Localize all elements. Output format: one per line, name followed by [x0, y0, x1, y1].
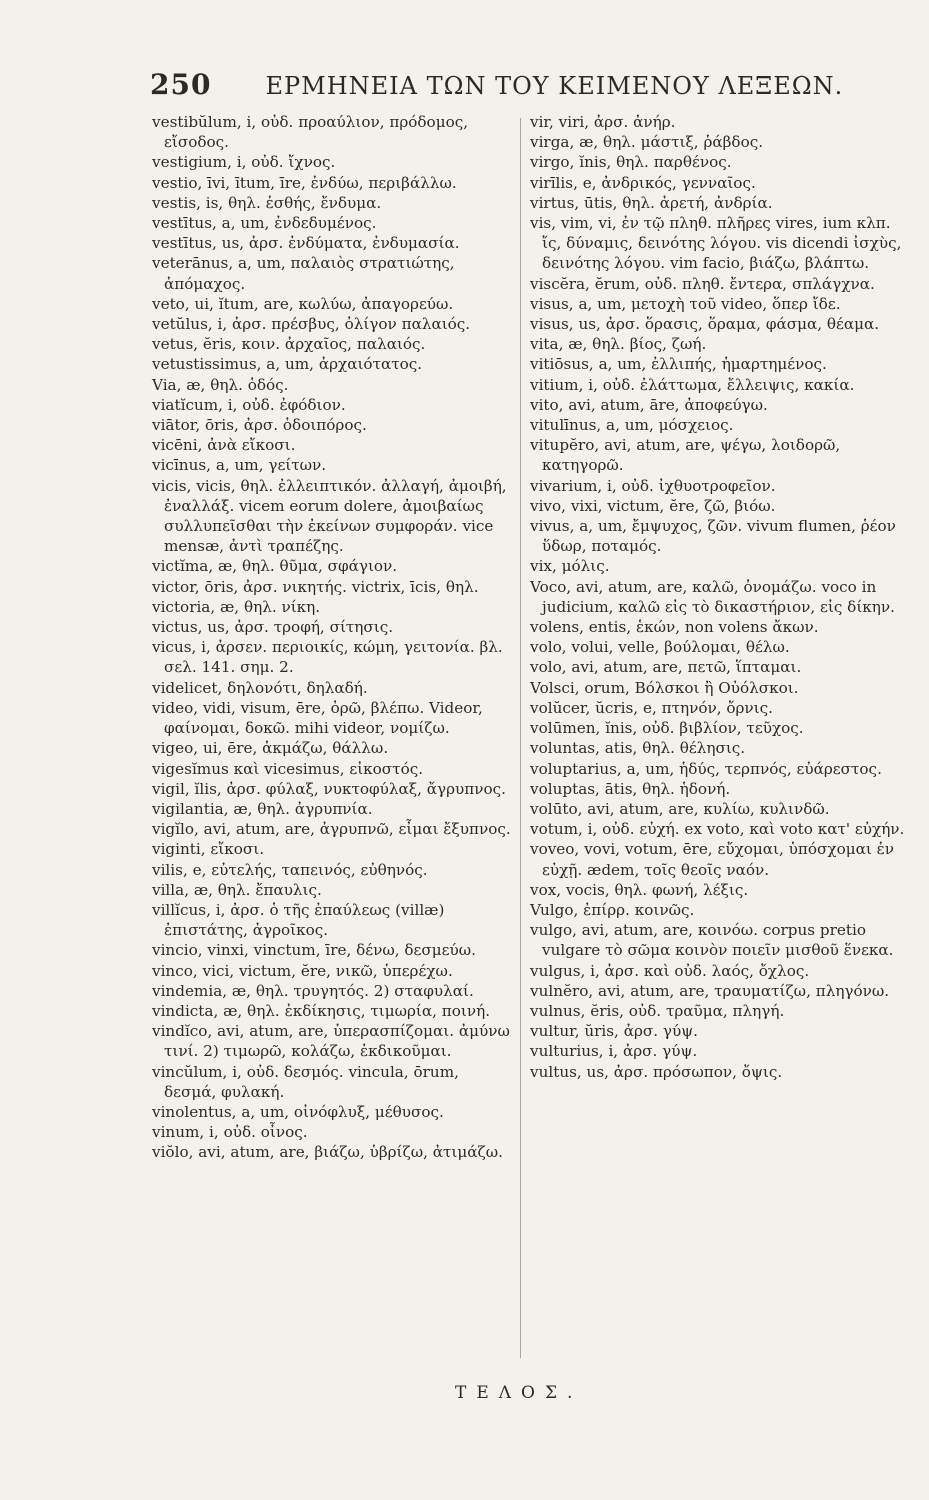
dictionary-entry: vulturius, i, ἀρσ. γύψ.	[530, 1042, 698, 1061]
dictionary-entry: vestio, īvi, ītum, īre, ἐνδύω, περιβάλλω.	[152, 173, 457, 192]
dictionary-entry: vigeo, ui, ēre, ἀκμάζω, θάλλω.	[152, 739, 389, 758]
dictionary-entry: vindicta, æ, θηλ. ἐκδίκησις, τιμωρία, ποινή.	[152, 1001, 491, 1020]
dictionary-entry: voveo, vovi, votum, ēre, εὔχομαι, ὑπόσχομαι ἐν εὐχῇ. ædem, τοῖς θεοῖς ναόν.	[530, 840, 895, 879]
dictionary-entry: virgo, ĭnis, θηλ. παρθένος.	[530, 153, 732, 172]
dictionary-entry: veterānus, a, um, παλαιὸς στρατιώτης, ἀπόμαχος.	[152, 254, 455, 293]
dictionary-entry: vito, avi, atum, āre, ἀποφεύγω.	[530, 395, 768, 414]
dictionary-entry: vitiōsus, a, um, ἐλλιπής, ἡμαρτημένος.	[530, 355, 827, 374]
dictionary-entry: vivo, vixi, victum, ĕre, ζῶ, βιόω.	[530, 496, 776, 515]
dictionary-entry: voluptas, ātis, θηλ. ἡδονή.	[530, 779, 731, 798]
dictionary-entry: virīlis, e, ἀνδρικός, γενναῖος.	[530, 173, 756, 192]
dictionary-entry: vincio, vinxi, vinctum, īre, δένω, δεσμεύω.	[152, 941, 476, 960]
dictionary-entry: vox, vocis, θηλ. φωνή, λέξις.	[530, 880, 749, 899]
dictionary-entry: virga, æ, θηλ. μάστιξ, ῥάβδος.	[530, 133, 764, 152]
dictionary-entry: vinolentus, a, um, οἰνόφλυξ, μέθυσος.	[152, 1102, 444, 1121]
dictionary-entry: Via, æ, θηλ. ὁδός.	[152, 375, 289, 394]
dictionary-entry: vetustissimus, a, um, ἀρχαιότατος.	[152, 355, 423, 374]
dictionary-entry: vetŭlus, i, ἀρσ. πρέσβυς, ὀλίγον παλαιός.	[152, 315, 471, 334]
dictionary-entry: visus, us, ἀρσ. ὅρασις, ὅραμα, φάσμα, θέαμα.	[530, 315, 880, 334]
dictionary-entry: vigĭlo, avi, atum, are, ἀγρυπνῶ, εἶμαι ἔξυπνος.	[152, 820, 511, 839]
dictionary-entry: vitupĕro, avi, atum, are, ψέγω, λοιδορῶ, κατηγορῶ.	[530, 436, 841, 475]
dictionary-entry: vulgo, avi, atum, are, κοινόω. corpus pretio vulgare τὸ σῶμα κοινὸν ποιεῖν μισθοῦ ἕνεκα.	[530, 921, 894, 960]
dictionary-entry: vestibŭlum, i, οὐδ. προαύλιον, πρόδομος, εἴσοδος.	[152, 113, 469, 152]
dictionary-entry: video, vidi, visum, ēre, ὁρῶ, βλέπω. Videor, φαίνομαι, δοκῶ. mihi videor, νομίζω.	[152, 698, 483, 738]
dictionary-entry: virtus, ūtis, θηλ. ἀρετή, ἀνδρία.	[530, 193, 773, 212]
left-column	[152, 112, 514, 1163]
dictionary-entry: volŭcer, ŭcris, e, πτηνόν, ὄρνις.	[530, 698, 773, 717]
dictionary-entry: vilis, e, εὐτελής, ταπεινός, εὐθηνός.	[152, 860, 428, 879]
dictionary-entry: viatĭcum, i, οὐδ. ἐφόδιον.	[152, 395, 346, 414]
dictionary-entry: viginti, εἴκοσι.	[152, 840, 265, 859]
dictionary-entry: veto, ui, ĭtum, are, κωλύω, ἀπαγορεύω.	[152, 294, 454, 313]
dictionary-entry: volo, avi, atum, are, πετῶ, ἵπταμαι.	[530, 658, 802, 677]
dictionary-entry: volūmen, ĭnis, οὐδ. βιβλίον, τεῦχος.	[530, 719, 804, 738]
dictionary-entry: victor, ōris, ἀρσ. νικητής. victrix, īcis, θηλ.	[152, 577, 479, 596]
dictionary-entry: visus, a, um, μετοχὴ τοῦ video, ὅπερ ἴδε.	[530, 294, 841, 313]
dictionary-entry: victoria, æ, θηλ. νίκη.	[152, 597, 321, 616]
dictionary-entry: vestītus, us, ἀρσ. ἐνδύματα, ἐνδυμασία.	[152, 234, 460, 253]
dictionary-entry: Vulgo, ἐπίρρ. κοινῶς.	[530, 900, 695, 919]
dictionary-entry: vinco, vici, victum, ĕre, νικῶ, ὑπερέχω.	[152, 961, 453, 980]
dictionary-entry: vis, vim, vi, ἐν τῷ πληθ. πλῆρες vires, ium κλπ. ἴς, δύναμις, δεινότης λόγου. vis dicendi ἰσχὺς, δεινότης λόγου. vim facio, βιάζω, βλάπτω.	[530, 214, 902, 273]
dictionary-entry: vulnus, ĕris, οὐδ. τραῦμα, πληγή.	[530, 1001, 785, 1020]
dictionary-entry: volūto, avi, atum, are, κυλίω, κυλινδῶ.	[530, 799, 830, 818]
dictionary-entry: vigil, ĭlis, ἀρσ. φύλαξ, νυκτοφύλαξ, ἄγρυπνος.	[152, 779, 506, 798]
dictionary-entry: voluptarius, a, um, ἡδύς, τερπνός, εὐάρεστος.	[530, 759, 882, 778]
dictionary-entry: vir, viri, ἀρσ. ἀνήρ.	[530, 113, 676, 131]
dictionary-entry: villĭcus, i, ἀρσ. ὁ τῆς ἐπαύλεως (villæ) ἐπιστάτης, ἀγροῖκος.	[152, 900, 445, 940]
dictionary-entry: vultur, ŭris, ἀρσ. γύψ.	[530, 1022, 698, 1041]
page-number: 250	[150, 68, 212, 101]
dictionary-entry: volens, entis, ἑκών, non volens ἄκων.	[530, 618, 819, 637]
page-header	[150, 68, 844, 108]
dictionary-entry: vita, æ, θηλ. βίος, ζωή.	[530, 335, 707, 354]
dictionary-entry: videlicet, δηλονότι, δηλαδή.	[152, 678, 368, 697]
dictionary-entry: vinum, i, οὐδ. οἶνος.	[152, 1123, 308, 1142]
dictionary-entry: vincŭlum, i, οὐδ. δεσμός. vincula, ōrum, δεσμά, φυλακή.	[152, 1062, 459, 1101]
dictionary-entry: vicis, vicis, θηλ. ἐλλειπτικόν. ἀλλαγή, ἀμοιβή, ἐναλλάξ. vicem eorum dolere, ἀμοιβαίως συλλυπεῖσθαι τὴν ἐκείνων συμφοράν. vice mensæ, ἀντὶ τραπέζης.	[152, 476, 507, 556]
dictionary-entry: vicēni, ἀνὰ εἴκοσι.	[152, 436, 296, 455]
dictionary-entry: vulgus, i, ἀρσ. καὶ οὐδ. λαός, ὄχλος.	[530, 961, 810, 980]
dictionary-entry: vindĭco, avi, atum, are, ὑπερασπίζομαι. ἀμύνω τινί. 2) τιμωρῶ, κολάζω, ἐκδικοῦμαι.	[152, 1022, 510, 1061]
dictionary-entry: vulnĕro, avi, atum, are, τραυματίζω, πληγόνω.	[530, 981, 890, 1000]
dictionary-entry: victĭma, æ, θηλ. θῦμα, σφάγιον.	[152, 557, 398, 576]
dictionary-entry: voluntas, atis, θηλ. θέλησις.	[530, 739, 746, 758]
dictionary-entry: vultus, us, ἀρσ. πρόσωπον, ὄψις.	[530, 1062, 783, 1081]
dictionary-entry: vix, μόλις.	[530, 557, 610, 576]
dictionary-entry: vivus, a, um, ἔμψυχος, ζῶν. vivum flumen, ῥέον ὕδωρ, ποταμός.	[530, 517, 896, 556]
dictionary-entry: vicīnus, a, um, γείτων.	[152, 456, 327, 475]
dictionary-entry: votum, i, οὐδ. εὐχή. ex voto, καὶ voto κατ' εὐχήν.	[530, 820, 905, 839]
right-column	[530, 112, 914, 1082]
dictionary-entry: vitium, i, οὐδ. ἐλάττωμα, ἔλλειψις, κακία.	[530, 375, 855, 394]
dictionary-entry: vicus, i, ἀρσεν. περιοικίς, κώμη, γειτονία. βλ. σελ. 141. σημ. 2.	[152, 638, 503, 677]
dictionary-entry: vigilantia, æ, θηλ. ἀγρυπνία.	[152, 799, 373, 818]
dictionary-entry: vestītus, a, um, ἐνδεδυμένος.	[152, 214, 377, 233]
dictionary-entry: viŏlo, avi, atum, are, βιάζω, ὑβρίζω, ἀτιμάζω.	[152, 1143, 503, 1162]
dictionary-entry: viātor, ōris, ἀρσ. ὁδοιπόρος.	[152, 416, 367, 435]
dictionary-entry: vestis, is, θηλ. ἐσθής, ἔνδυμα.	[152, 193, 382, 212]
dictionary-entry: vestigium, i, οὐδ. ἴχνος.	[152, 153, 336, 172]
dictionary-entry: villa, æ, θηλ. ἔπαυλις.	[152, 880, 322, 899]
dictionary-entry: Voco, avi, atum, are, καλῶ, ὀνομάζω. voco in judicium, καλῶ εἰς τὸ δικαστήριον, εἰς δίκην.	[530, 577, 895, 616]
end-mark: ΤΕΛΟΣ.	[455, 1383, 583, 1403]
dictionary-entry: volo, volui, velle, βούλομαι, θέλω.	[530, 638, 790, 657]
dictionary-entry: victus, us, ἀρσ. τροφή, σίτησις.	[152, 618, 394, 637]
dictionary-entry: vetus, ĕris, κοιν. ἀρχαῖος, παλαιός.	[152, 335, 426, 354]
dictionary-entry: Volsci, orum, Βόλσκοι ἢ Οὐόλσκοι.	[530, 678, 799, 697]
dictionary-entry: vivarium, i, οὐδ. ἰχθυοτροφεῖον.	[530, 476, 776, 495]
dictionary-entry: vigesĭmus καὶ vicesimus, εἰκοστός.	[152, 759, 424, 778]
dictionary-entry: vindemia, æ, θηλ. τρυγητός. 2) σταφυλαί.	[152, 981, 474, 1000]
column-divider	[520, 118, 521, 1358]
dictionary-entry: viscĕra, ĕrum, οὐδ. πληθ. ἔντερα, σπλάγχνα.	[530, 274, 875, 293]
dictionary-entry: vitulīnus, a, um, μόσχειος.	[530, 416, 734, 435]
running-title: ΕΡΜΗΝΕΙΑ ΤΩΝ ΤΟΥ ΚΕΙΜΕΝΟΥ ΛΕΞΕΩΝ.	[265, 72, 844, 100]
